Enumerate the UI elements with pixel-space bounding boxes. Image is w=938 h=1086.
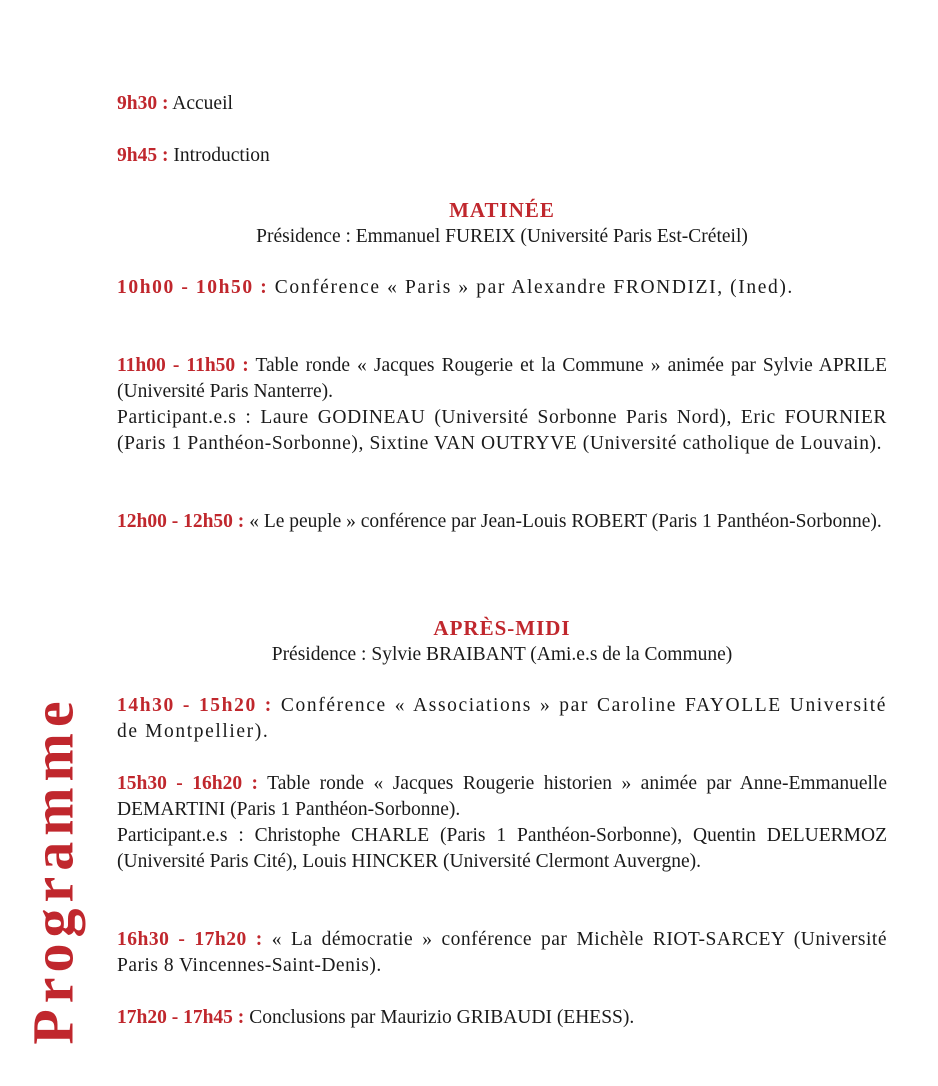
item-afternoon-2	[117, 771, 887, 875]
item-time: 11h00 - 11h50 :	[117, 355, 249, 376]
afternoon-presidence: Présidence : Sylvie BRAIBANT (Ami.e.s de la Commune)	[271, 644, 733, 665]
item-time: 10h00 - 10h50 :	[117, 277, 269, 298]
item-time: 9h45 :	[117, 145, 169, 166]
item-text: Table ronde « Jacques Rougerie et la Commune » animée par Sylvie APRILE (Université Paris Nanterre).	[117, 355, 887, 402]
afternoon-session-header	[117, 614, 887, 668]
item-time: 12h00 - 12h50 :	[117, 511, 245, 532]
item-introduction	[117, 143, 887, 169]
item-participants: Participant.e.s : Christophe CHARLE (Paris 1 Panthéon-Sorbonne), Quentin DELUERMOZ (Université Paris Cité), Louis HINCKER (Université Clermont Auvergne).	[117, 825, 887, 872]
item-text: « Le peuple » conférence par Jean-Louis ROBERT (Paris 1 Panthéon-Sorbonne).	[244, 511, 882, 532]
morning-session-header	[117, 196, 887, 250]
item-text: Conférence « Paris » par Alexandre FRONDIZI, (Ined).	[268, 277, 794, 298]
item-afternoon-1	[117, 693, 887, 745]
item-time: 9h30 :	[117, 93, 169, 114]
item-time: 17h20 - 17h45 :	[117, 1007, 245, 1028]
item-text: Conférence « Associations » par Caroline FAYOLLE Université de Montpellier).	[117, 695, 887, 742]
item-text: Accueil	[168, 93, 233, 114]
item-text: Conclusions par Maurizio GRIBAUDI (EHESS).	[244, 1007, 635, 1028]
morning-title: MATINÉE	[449, 198, 555, 222]
item-accueil	[117, 91, 887, 117]
item-text: Introduction	[168, 145, 270, 166]
item-time: 16h30 - 17h20 :	[117, 929, 263, 950]
item-text: Table ronde « Jacques Rougerie historien » animée par Anne-Emmanuelle DEMARTINI (Paris 1 Panthéon-Sorbonne).	[117, 773, 887, 820]
afternoon-title: APRÈS-MIDI	[433, 616, 571, 640]
item-afternoon-3	[117, 927, 887, 979]
item-text: « La démocratie » conférence par Michèle RIOT-SARCEY (Université Paris 8 Vincennes-Saint-Denis).	[117, 929, 887, 976]
item-morning-1	[117, 275, 887, 301]
item-afternoon-4	[117, 1005, 887, 1031]
item-time: 15h30 - 16h20 :	[117, 773, 259, 794]
programme-vertical-title	[18, 695, 88, 1045]
programme-title-text: Programme	[20, 695, 86, 1045]
item-morning-2	[117, 353, 887, 457]
item-time: 14h30 - 15h20 :	[117, 695, 273, 716]
morning-presidence: Présidence : Emmanuel FUREIX (Université Paris Est-Créteil)	[256, 226, 748, 247]
item-morning-3	[117, 509, 887, 535]
item-participants: Participant.e.s : Laure GODINEAU (Université Sorbonne Paris Nord), Eric FOURNIER (Paris 1 Panthéon-Sorbonne), Sixtine VAN OUTRYVE (Université catholique de Louvain).	[117, 407, 887, 454]
